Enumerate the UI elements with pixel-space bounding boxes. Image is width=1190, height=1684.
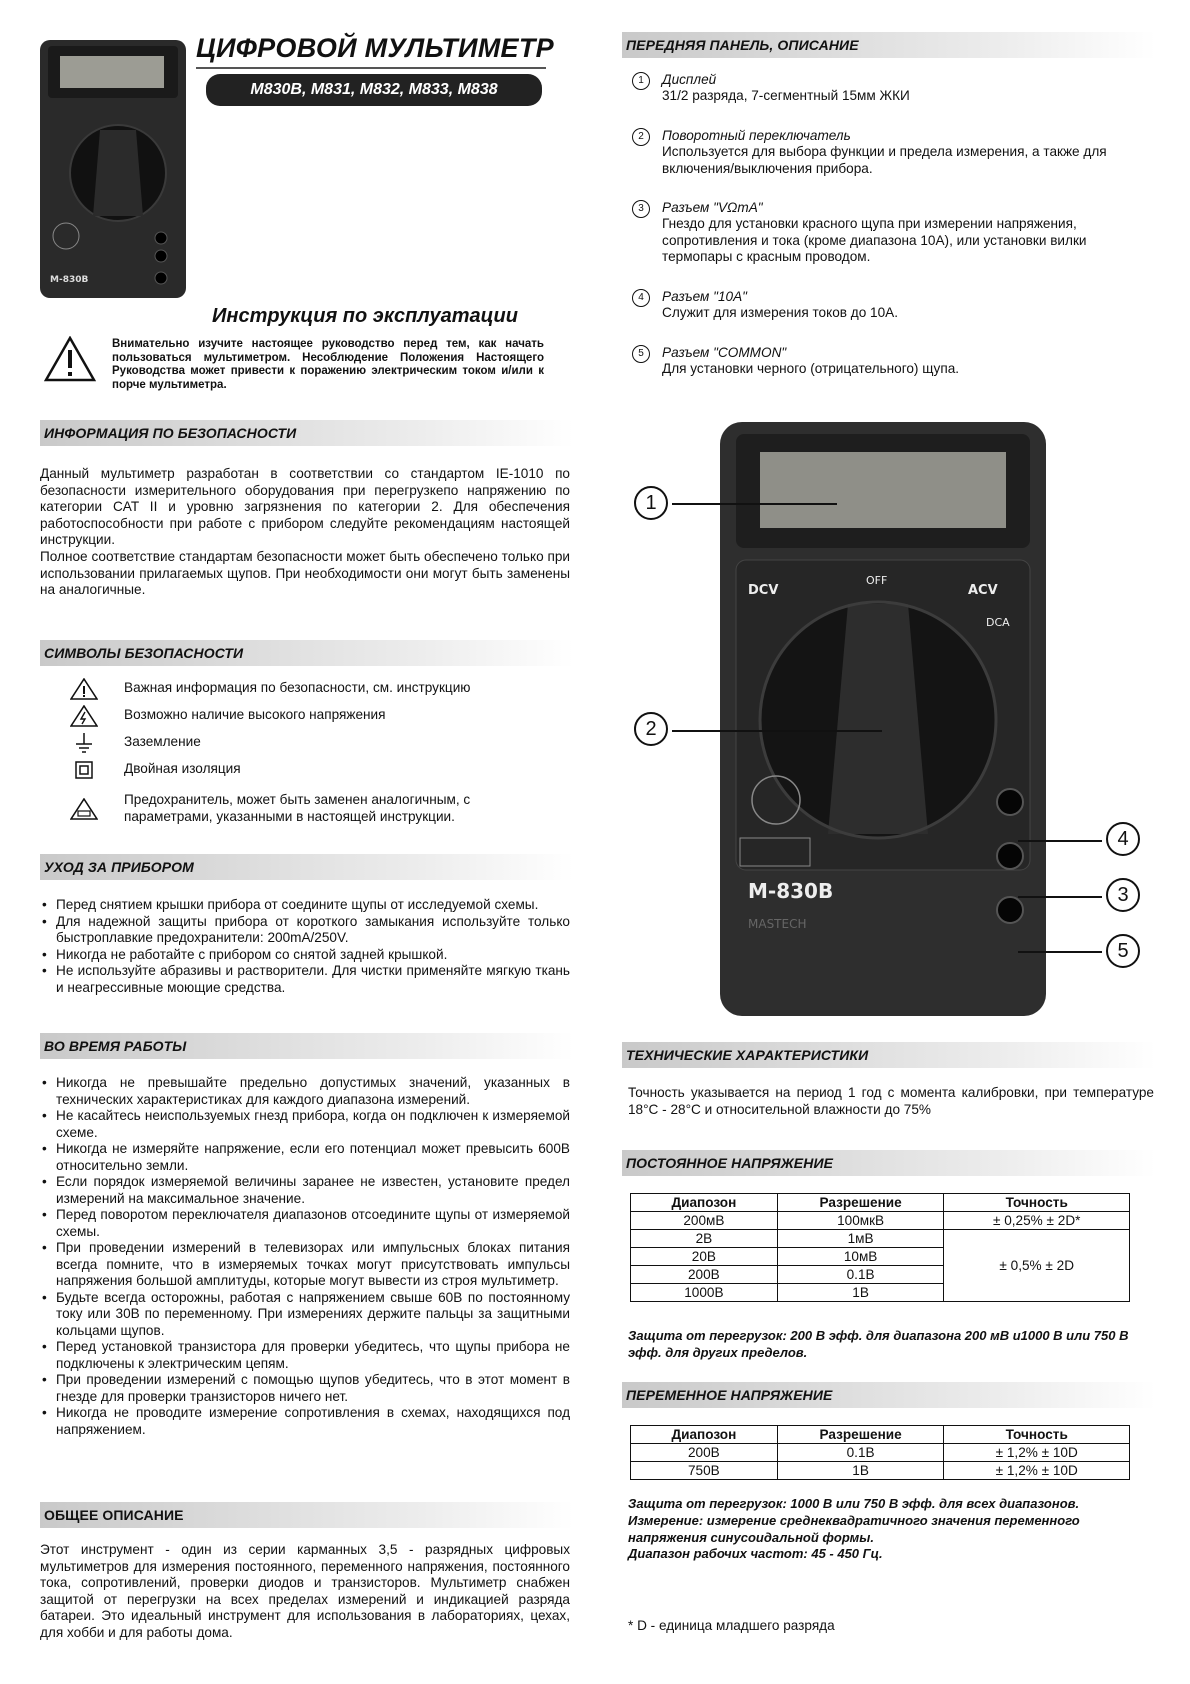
illustration-brand: MASTECH <box>748 917 807 931</box>
callout-5-common-jack: 5 <box>1106 934 1140 968</box>
list-item: • Никогда не превышайте предельно допустимых значений, указанных в технических характеристиках для каждого диапазона измерений. <box>40 1075 570 1108</box>
list-item: • При проведении измерений с помощью щупов убедитесь, что в этот момент в гнезде для проверки транзисторов ничего нет. <box>40 1372 570 1405</box>
warning-text: Внимательно изучите настоящее руководство перед тем, как начать пользоваться мультиметром. Несоблюдение Положения Настоящего Руководства может привести к поражению электрическим током и/или к порче мультиметра. <box>112 338 544 391</box>
callout-1-display: 1 <box>634 486 668 520</box>
footnote: * D - единица младшего разряда <box>628 1618 835 1633</box>
callout-line <box>672 730 882 732</box>
list-item: • Не используйте абразивы и растворители. Для чистки применяйте мягкую ткань и неагрессивные моющие средства. <box>40 963 570 996</box>
general-heading: ОБЩЕЕ ОПИСАНИЕ <box>40 1502 574 1528</box>
callout-3-vohm-jack: 3 <box>1106 878 1140 912</box>
dcv-merged-accuracy: ± 0,5% ± 2D <box>944 1230 1130 1302</box>
safety-info-paragraph-1: Данный мультиметр разработан в соответствии со стандартом IE-1010 по безопасности измерительного оборудования при перегрузкепо напряжению по категории CAT II и уровню загрязнения по категории 2. Для обеспечения работоспособности при работе с прибором следуйте рекомендациям настоящей инструкции. <box>40 466 570 547</box>
callout-line <box>1018 896 1102 898</box>
list-item: • Будьте всегда осторожны, работая с напряжением свыше 60В по постоянному току или 30В по переменному. При измерениях держите пальцы за защитными кольцами щупов. <box>40 1290 570 1340</box>
tech-heading: ТЕХНИЧЕСКИЕ ХАРАКТЕРИСТИКИ <box>622 1042 1156 1068</box>
operation-heading: ВО ВРЕМЯ РАБОТЫ <box>40 1033 574 1059</box>
general-paragraph: Этот инструмент - один из серии карманных 3,5 - разрядных цифровых мультиметров для измерения постоянного, переменного напряжения, постоянного тока, сопротивлений, проверки диодов и транзисторов. Мультиметр снабжен защитой от перегрузки на всех пределах измерений и индикацией разряда батареи. Это идеальный инструмент для использования в лабораториях, цехах, для хобби и для работы дома. <box>40 1542 570 1640</box>
dcv-table <box>630 1193 1130 1302</box>
safety-symbols-heading: СИМВОЛЫ БЕЗОПАСНОСТИ <box>40 640 574 666</box>
list-item: • Никогда не измеряйте напряжение, если его потенциал может превысить 600В относительно земли. <box>40 1141 570 1174</box>
svg-text:DCV: DCV <box>748 583 779 598</box>
device-thumbnail <box>38 38 188 300</box>
svg-text:DCA: DCA <box>986 616 1010 629</box>
callout-4-10a-jack: 4 <box>1106 822 1140 856</box>
callout-line <box>1018 951 1102 953</box>
svg-text:OFF: OFF <box>866 574 888 587</box>
acv-table <box>630 1425 1130 1480</box>
thumb-model: M-830B <box>50 275 89 285</box>
safety-info-paragraph-2: Полное соответствие стандартам безопасности может быть обеспечено только при использовании прилагаемых щупов. При необходимости они могут быть заменены на аналогичные. <box>40 549 570 597</box>
acv-col-range: Диапозон <box>631 1426 778 1444</box>
list-item: • Если порядок измеряемой величины заранее не известен, установите предел измерений на максимальное значение. <box>40 1174 570 1207</box>
page-title: ЦИФРОВОЙ МУЛЬТИМЕТР <box>196 33 554 63</box>
front-panel-list: 1 Дисплей 31/2 разряда, 7-сегментный 15мм ЖКИ 2 Поворотный переключатель Используется для выбора функции и предела измерения, а также для включения/выключения прибора. 3 Разъем "VΩmA" Гнездо для установки красного щупа при измерении напряжения, сопротивления и тока (кроме диапазона 10А), или установки вилки термопары с красным проводом. 4 Разъем "10A" Служит для измерения токов до 10А. 5 Разъем "COMMON" Для установки черного (отрицательного) щупа. <box>622 72 1152 392</box>
ground-icon <box>70 732 98 754</box>
list-item: • Перед снятием крышки прибора от соедините щупы от исследуемой схемы. <box>40 897 570 914</box>
dcv-col-resolution: Разрешение <box>777 1194 944 1212</box>
callout-line <box>1018 840 1102 842</box>
acv-col-resolution: Разрешение <box>777 1426 944 1444</box>
acv-note-frequency: Диапазон рабочих частот: 45 - 450 Гц. <box>628 1546 883 1561</box>
warning-triangle-icon <box>44 336 96 382</box>
warning-triangle-icon <box>70 678 98 700</box>
acv-col-accuracy: Точность <box>944 1426 1130 1444</box>
multimeter-illustration <box>718 420 1048 1018</box>
table-row: 1000В 1В <box>631 1284 1130 1302</box>
model-list-badge: M830B, M831, M832, M833, M838 <box>206 74 542 106</box>
callout-2-switch: 2 <box>634 712 668 746</box>
dcv-heading: ПОСТОЯННОЕ НАПРЯЖЕНИЕ <box>622 1150 1156 1176</box>
table-row: 200В 0.1В ± 1,2% ± 10D <box>631 1444 1130 1462</box>
acv-heading: ПЕРЕМЕННОЕ НАПРЯЖЕНИЕ <box>622 1382 1156 1408</box>
list-item: • Перед поворотом переключателя диапазонов отсоедините щупы от измеряемой схемы. <box>40 1207 570 1240</box>
tech-paragraph: Точность указывается на период 1 год с момента калибровки, при температуре 18°С - 28°С и относительной влажности до 75% <box>628 1085 1154 1117</box>
list-item: • При проведении измерений в телевизорах или импульсных блоках питания всегда помните, что в измеряемых точках могут присутствовать импульсы напряжения большой амплитуды, которые могут вывести из строя мультиметр. <box>40 1240 570 1290</box>
safety-info-heading: ИНФОРМАЦИЯ ПО БЕЗОПАСНОСТИ <box>40 420 574 446</box>
dcv-note: Защита от перегрузок: 200 В эфф. для диапазона 200 мВ и1000 В или 750 В эфф. для других пределов. <box>628 1328 1129 1360</box>
front-panel-heading: ПЕРЕДНЯЯ ПАНЕЛЬ, ОПИСАНИЕ <box>622 32 1156 58</box>
table-row: 2В 1мВ ± 0,5% ± 2D <box>631 1230 1130 1248</box>
dcv-col-range: Диапозон <box>631 1194 778 1212</box>
list-item: • Не касайтесь неиспользуемых гнезд прибора, когда он подключен к измеряемой схеме. <box>40 1108 570 1141</box>
acv-note-measurement: Измерение: измерение среднеквадратичного значения переменного напряжения синусоидальной формы. <box>628 1513 1080 1545</box>
double-insulation-icon <box>70 759 98 781</box>
operation-list <box>40 1075 570 1438</box>
high-voltage-icon <box>70 705 98 727</box>
table-row: 200В 0.1В <box>631 1266 1130 1284</box>
title-underline <box>196 67 546 69</box>
acv-note-overload: Защита от перегрузок: 1000 В или 750 В эфф. для всех диапазонов. <box>628 1496 1080 1511</box>
list-item: • Никогда не проводите измерение сопротивления в схемах, находящихся под напряжением. <box>40 1405 570 1438</box>
callout-line <box>672 503 837 505</box>
manual-title: Инструкция по эксплуатации <box>212 305 518 327</box>
care-heading: УХОД ЗА ПРИБОРОМ <box>40 854 574 880</box>
care-list <box>40 897 570 996</box>
list-item: • Для надежной защиты прибора от короткого замыкания используйте только быстроплавкие предохранители: 200mA/250V. <box>40 914 570 947</box>
fuse-icon <box>70 798 98 820</box>
svg-text:ACV: ACV <box>968 583 998 598</box>
list-item: • Никогда не работайте с прибором со снятой задней крышкой. <box>40 947 570 964</box>
table-row: 200мВ 100мкВ ± 0,25% ± 2D* <box>631 1212 1130 1230</box>
table-row: 20В 10мВ <box>631 1248 1130 1266</box>
table-row: 750В 1В ± 1,2% ± 10D <box>631 1462 1130 1480</box>
dcv-col-accuracy: Точность <box>944 1194 1130 1212</box>
illustration-model: M-830B <box>748 879 834 903</box>
list-item: • Перед установкой транзистора для проверки убедитесь, что щупы прибора не подключены к электрическим цепям. <box>40 1339 570 1372</box>
